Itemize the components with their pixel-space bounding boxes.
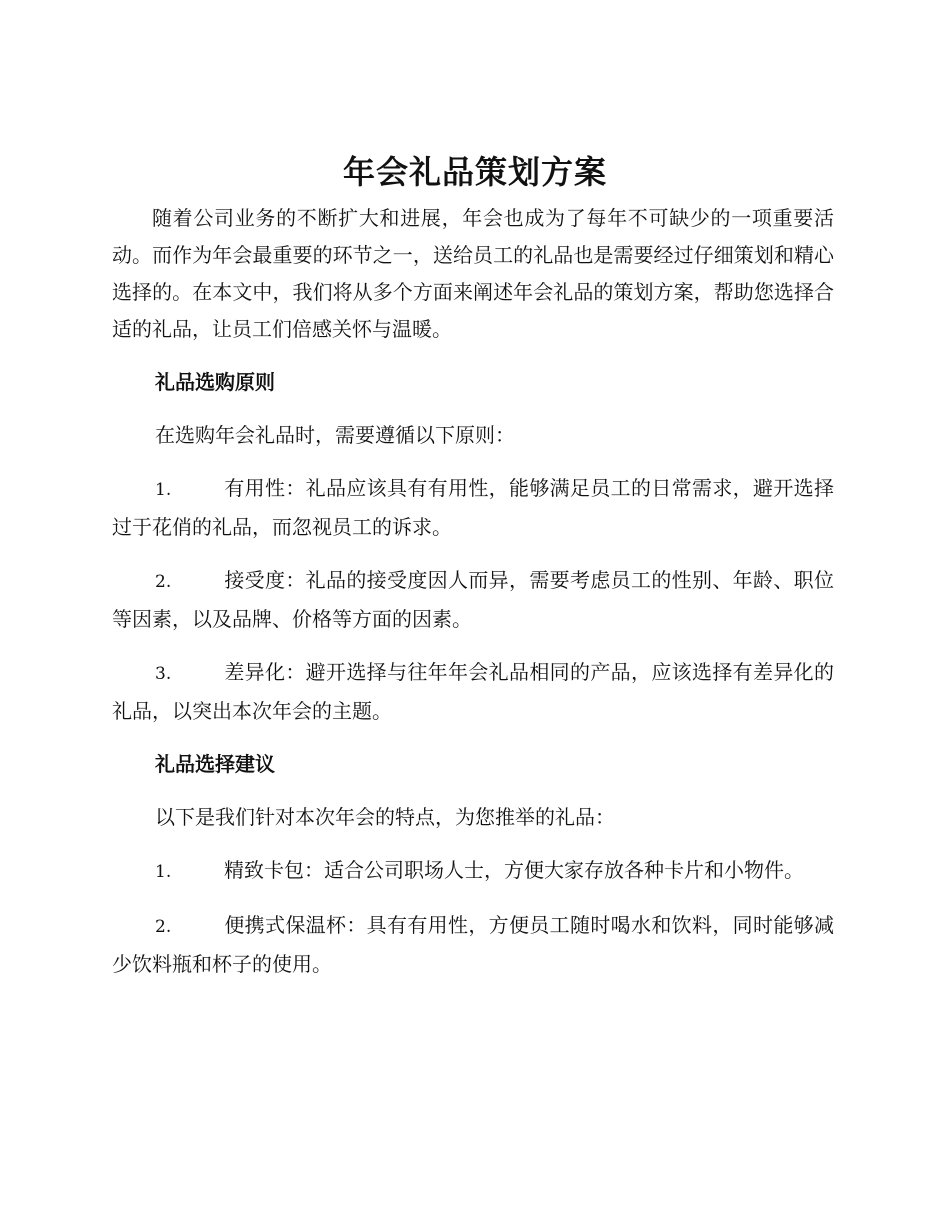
list-item [112, 907, 834, 983]
list-item [112, 562, 834, 638]
document-title: 年会礼品策划方案 [342, 153, 607, 191]
intro-paragraph: 随着公司业务的不断扩大和进展，年会也成为了每年不可缺少的一项重要活动。而作为年会最重要的环节之一，送给员工的礼品也是需要经过仔细策划和精心选择的。在本文中，我们将从多个方面来阐述年会礼品的策划方案，帮助您选择合适的礼品，让员工们倍感关怀与温暖。 [112, 206, 834, 341]
list-item [112, 654, 834, 730]
list-item-number: 2. [155, 572, 172, 592]
list-item-number: 2. [155, 917, 172, 937]
list-item [112, 852, 834, 891]
list-item [112, 470, 834, 546]
list-item-number: 3. [155, 664, 172, 684]
section-intro: 在选购年会礼品时，需要遵循以下原则： [155, 423, 515, 447]
document-body [112, 200, 834, 983]
list-item-text: 有用性：礼品应该具有有用性，能够满足员工的日常需求，避开选择过于花俏的礼品，而忽视员工的诉求。 [112, 476, 834, 539]
section-heading-gift-principles: 礼品选购原则 [155, 370, 275, 394]
list-item-text: 精致卡包：适合公司职场人士，方便大家存放各种卡片和小物件。 [224, 858, 804, 882]
section-heading-gift-suggestions: 礼品选择建议 [155, 752, 275, 776]
list-item-number: 1. [155, 480, 172, 500]
section-intro: 以下是我们针对本次年会的特点，为您推举的礼品： [155, 805, 615, 829]
list-item-number: 1. [155, 862, 172, 882]
list-item-text: 便携式保温杯：具有有用性，方便员工随时喝水和饮料，同时能够减少饮料瓶和杯子的使用。 [112, 913, 834, 976]
list-item-text: 接受度：礼品的接受度因人而异，需要考虑员工的性别、年龄、职位等因素，以及品牌、价格等方面的因素。 [112, 568, 834, 631]
list-item-text: 差异化：避开选择与往年年会礼品相同的产品，应该选择有差异化的礼品，以突出本次年会的主题。 [112, 660, 834, 723]
